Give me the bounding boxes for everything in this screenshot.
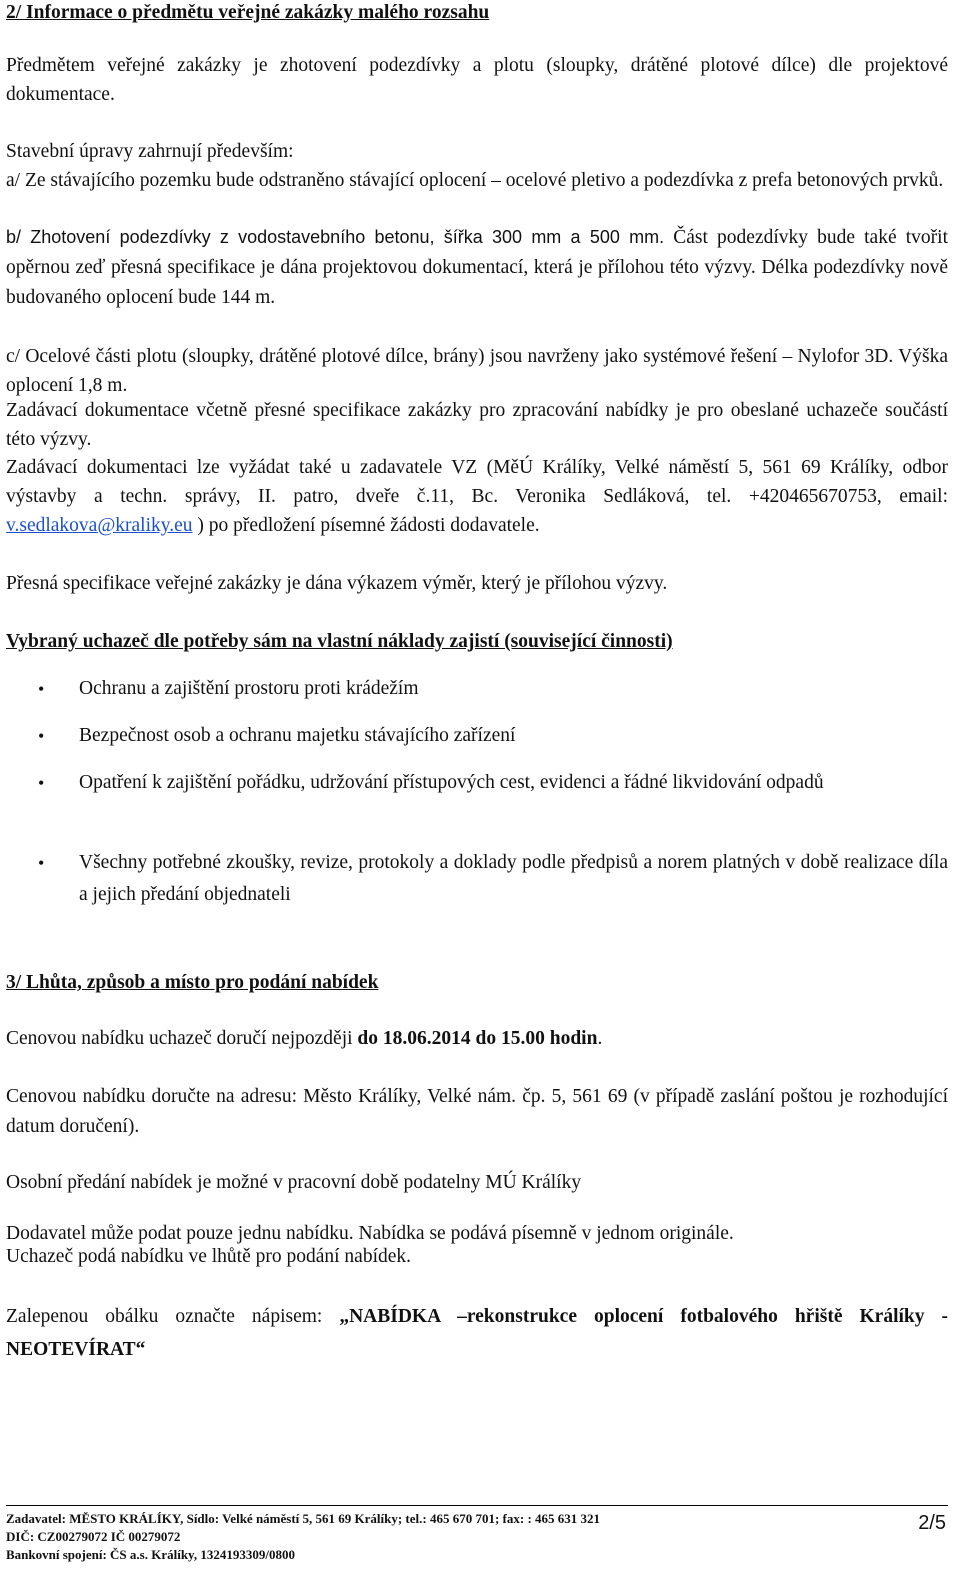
paragraph-tender-docs: Zadávací dokumentace včetně přesné specifikace zakázky pro zpracování nabídky je pro obeslané uchazeče součástí této výzvy. — [6, 400, 948, 450]
paragraph-envelope — [6, 1300, 948, 1366]
request-docs-text-end: ) po předložení písemné žádosti dodavatele. — [192, 515, 540, 536]
one-offer-line-1: Dodavatel může podat pouze jednu nabídku. Nabídka se podává písemně v jednom originále. — [6, 1223, 734, 1244]
bullet-icon: • — [38, 726, 45, 746]
list-item-text: Bezpečnost osob a ochranu majetku stávajícího zařízení — [79, 725, 516, 746]
footer-divider — [6, 1505, 948, 1506]
paragraph-works-c: c/ Ocelové části plotu (sloupky, drátěné plotové dílce, brány) jsou navrženy jako systémové řešení – Nylofor 3D. Výška oplocení 1,8 m. — [6, 346, 948, 396]
list-item — [6, 720, 948, 752]
page-number: 2/5 — [918, 1512, 946, 1534]
paragraph-request-docs — [6, 453, 948, 540]
paragraph-subject: Předmětem veřejné zakázky je zhotovení podezdívky a plotu (sloupky, drátěné plotové dílce) dle projektové dokumentace. — [6, 55, 948, 105]
deadline-period: . — [597, 1028, 603, 1049]
paragraph-works-a: a/ Ze stávajícího pozemku bude odstraněno stávající oplocení – ocelové pletivo a podezdívka z prefa betonových prvků. — [6, 170, 944, 191]
section3-heading: 3/ Lhůta, způsob a místo pro podání nabídek — [6, 972, 379, 993]
request-docs-text: Zadávací dokumentaci lze vyžádat také u zadavatele VZ (MěÚ Králíky, Velké náměstí 5, 561 69 Králíky, odbor výstavby a techn. správy, II. patro, dveře č.11, Bc. Veronika Sedláková, tel. +420465670753, email: — [6, 457, 948, 507]
list-item — [6, 673, 948, 705]
bullet-icon: • — [38, 853, 45, 873]
paragraph-works-intro: Stavební úpravy zahrnují především: — [6, 141, 294, 162]
bullet-icon: • — [38, 679, 45, 699]
list-item-text: Opatření k zajištění pořádku, udržování přístupových cest, evidenci a řádné likvidování odpadů — [79, 772, 824, 793]
list-item — [6, 847, 948, 911]
envelope-text: Zalepenou obálku označte nápisem: — [6, 1306, 340, 1327]
deadline-date: do 18.06.2014 do 15.00 hodin — [357, 1028, 598, 1049]
section2-heading: 2/ Informace o předmětu veřejné zakázky malého rozsahu — [6, 2, 490, 23]
works-b-serif-text: Část podezdívky bude také tvořit opěrnou zeď přesná specifikace je dána projektovou dokumentací, která je přílohou této výzvy. Délka podezdívky nově budovaného oplocení bude 144 m. — [6, 227, 948, 308]
paragraph-deadline — [6, 1024, 948, 1054]
email-link[interactable]: v.sedlakova@kraliky.eu — [6, 515, 193, 536]
paragraph-address: Cenovou nabídku doručte na adresu: Město Králíky, Velké nám. čp. 5, 561 69 (v případě zaslání poštou je rozhodující datum doručení). — [6, 1086, 948, 1137]
list-item — [6, 767, 948, 831]
one-offer-line-2: Uchazeč podá nabídku ve lhůtě pro podání nabídek. — [6, 1246, 412, 1267]
works-b-sans-text: b/ Zhotovení podezdívky z vodostavebního betonu, šířka 300 mm a 500 mm. — [6, 227, 665, 247]
footer-bank: Bankovní spojení: ČS a.s. Králíky, 1324193309/0800 — [6, 1547, 295, 1562]
list-item-text: Všechny potřebné zkoušky, revize, protokoly a doklady podle předpisů a norem platných v době realizace díla a jejich předání objednateli — [79, 852, 948, 905]
paragraph-works-b — [6, 222, 948, 313]
bullet-icon: • — [38, 773, 45, 793]
envelope-label: „NABÍDKA –rekonstrukce oplocení fotbalového hřiště Králíky - NEOTEVÍRAT“ — [6, 1306, 948, 1360]
section2-subheading: Vybraný uchazeč dle potřeby sám na vlastní náklady zajistí (související činnosti) — [6, 631, 673, 652]
deadline-text: Cenovou nabídku uchazeč doručí nejpozději — [6, 1028, 358, 1049]
paragraph-personal-delivery: Osobní předání nabídek je možné v pracovní době podatelny MÚ Králíky — [6, 1172, 582, 1193]
paragraph-one-offer — [6, 1222, 948, 1268]
footer-tax-id: DIČ: CZ00279072 IČ 00279072 — [6, 1529, 181, 1544]
list-item-text: Ochranu a zajištění prostoru proti krádežím — [79, 678, 419, 699]
paragraph-specification: Přesná specifikace veřejné zakázky je dána výkazem výměr, který je přílohou výzvy. — [6, 573, 668, 594]
footer-contracting-authority: Zadavatel: MĚSTO KRÁLÍKY, Sídlo: Velké náměstí 5, 561 69 Králíky; tel.: 465 670 701; fax: : 465 631 321 — [6, 1511, 601, 1526]
